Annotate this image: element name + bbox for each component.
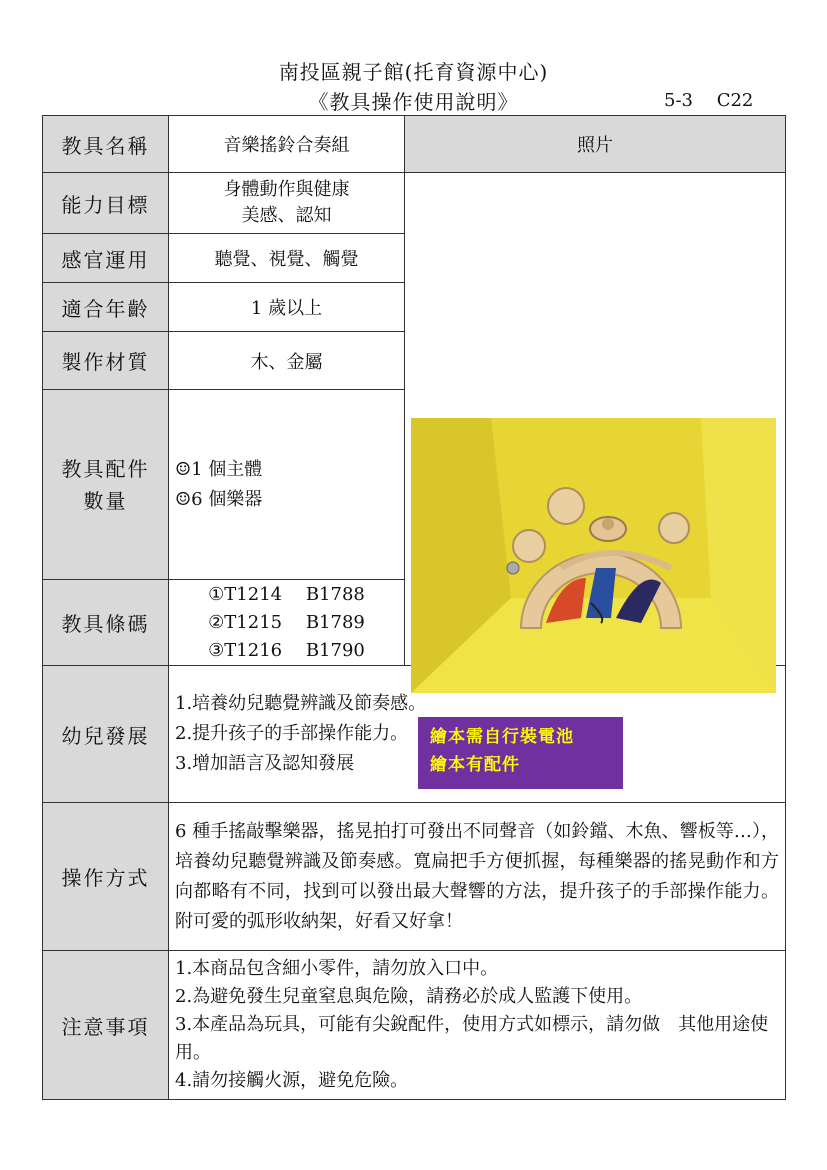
caution-item: 1.本商品包含細小零件，請勿放入口中。 [175,958,499,979]
info-table [42,115,786,1100]
parts-line: ☺6 個樂器 [175,488,263,510]
age-value: 1 歲以上 [169,283,405,332]
caution-value [169,951,786,1100]
development-item: 2.提升孩子的手部操作能力。 [175,723,409,744]
ability-value [169,173,405,234]
ability-line: 美感、認知 [241,205,332,226]
document-code: 5-3 C22 [664,90,754,111]
development-item: 1.培養幼兒聽覺辨識及節奏感。 [175,693,427,714]
operation-label: 操作方式 [43,803,169,951]
parts-label-line: 教具配件 [61,456,150,481]
senses-value: 聽覺、視覺、觸覺 [169,234,405,283]
name-label: 教具名稱 [43,116,169,173]
note-box [418,717,623,789]
parts-label-line: 數量 [83,488,128,513]
barcode-label: 教具條碼 [43,580,169,666]
barcode-line: ③T1216 B1790 [208,639,365,661]
document-title: 南投區親子館(托育資源中心) [278,60,549,84]
note-line: 繪本有配件 [430,755,520,775]
development-item: 3.增加語言及認知發展 [175,753,355,774]
name-value: 音樂搖鈴合奏組 [169,116,405,173]
photo-cell [405,173,786,775]
caution-label: 注意事項 [43,951,169,1100]
material-label: 製作材質 [43,332,169,390]
caution-item: 2.為避免發生兒童窒息與危險，請務必於成人監護下使用。 [175,986,643,1007]
parts-line: ☺1 個主體 [175,458,263,480]
parts-value [169,390,405,580]
caution-item: 4.請勿接觸火源，避免危險。 [175,1070,409,1091]
operation-text: 6 種手搖敲擊樂器，搖晃拍打可發出不同聲音（如鈴鐺、木魚、響板等…），培養幼兒聽覺辨識及節奏感。寬扁把手方便抓握，每種樂器的搖晃動作和方向都略有不同，找到可以發出最大聲響的方法，提升孩子的手部操作能力。附可愛的弧形收納架，好看又好拿！ [169,803,786,951]
note-line: 繪本需自行裝電池 [430,727,574,747]
barcode-value [169,580,405,666]
age-label: 適合年齡 [43,283,169,332]
material-value: 木、金屬 [169,332,405,390]
parts-label [43,390,169,580]
product-photo [411,418,776,693]
caution-item: 3.本產品為玩具，可能有尖銳配件，使用方式如標示，請勿做 其他用途使用。 [175,1014,769,1063]
photo-label: 照片 [405,116,786,173]
development-label: 幼兒發展 [43,666,169,803]
ability-line: 身體動作與健康 [223,179,350,200]
senses-label: 感官運用 [43,234,169,283]
ability-label: 能力目標 [43,173,169,234]
barcode-line: ②T1215 B1789 [208,611,365,633]
document-subtitle: 《教具操作使用說明》 [308,90,519,114]
barcode-line: ①T1214 B1788 [208,583,365,605]
